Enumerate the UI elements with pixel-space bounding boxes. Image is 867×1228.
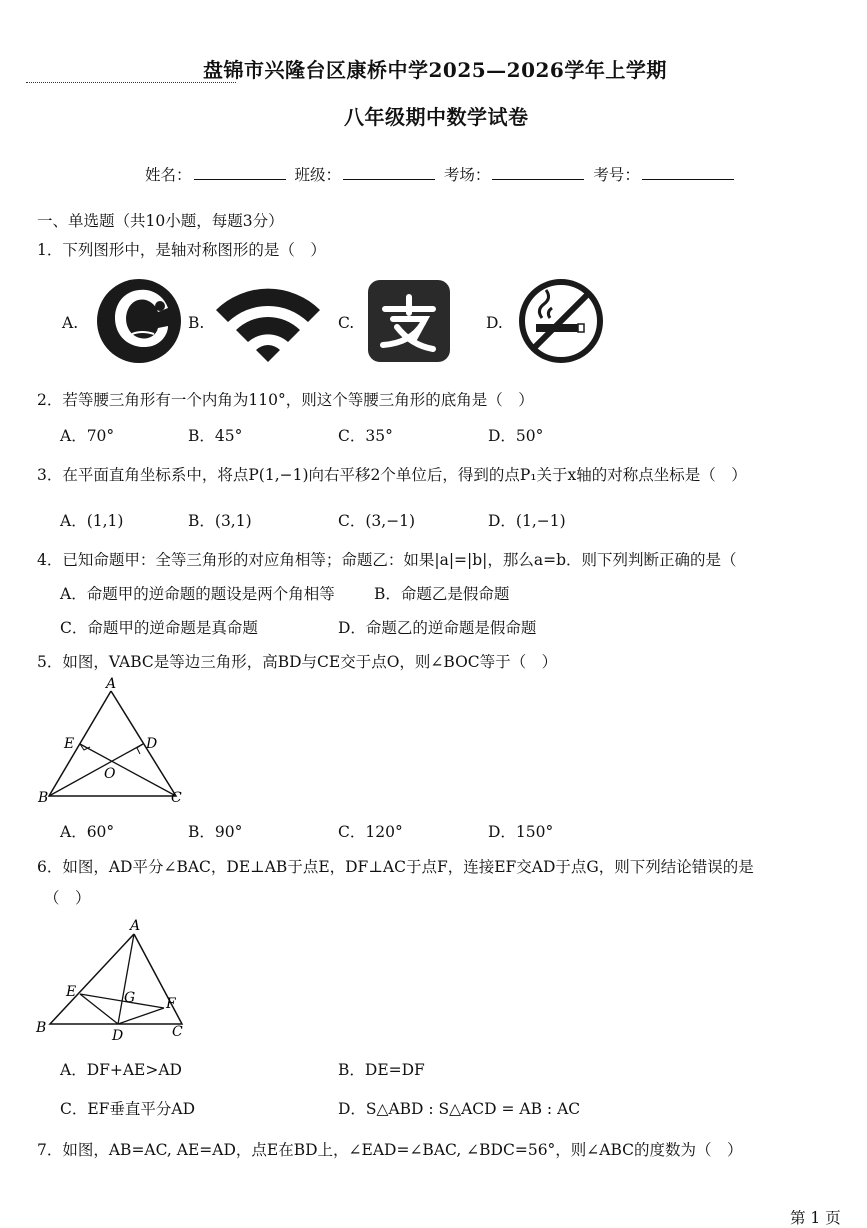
q6-option-c: C．EF垂直平分AD	[60, 1100, 196, 1118]
q2-stem: 2．若等腰三角形有一个内角为110°，则这个等腰三角形的底角是（ ）	[37, 391, 534, 409]
q5-label-d: D	[146, 736, 158, 752]
name-field[interactable]	[194, 165, 286, 180]
exam-subtitle: 八年级期中数学试卷	[344, 105, 529, 129]
q5-option-a: A．60°	[60, 823, 115, 841]
class-field[interactable]	[343, 165, 435, 180]
q5-stem: 5．如图，VABC是等边三角形，高BD与CE交于点O，则∠BOC等于（ ）	[37, 653, 558, 671]
q4-option-b: B．命题乙是假命题	[374, 585, 510, 603]
q1-label-a: A.	[62, 314, 79, 332]
q5-option-c: C．120°	[338, 823, 403, 841]
q6-label-g: G	[124, 990, 136, 1006]
q5-label-a: A	[106, 676, 117, 692]
q5-triangle-figure	[36, 676, 196, 810]
q6-option-b: B．DE=DF	[338, 1061, 425, 1079]
q3-option-d: D．(1,−1)	[488, 512, 566, 530]
q5-label-e: E	[64, 736, 75, 752]
q1-label-c: C.	[338, 314, 355, 332]
q5-label-b: B	[38, 790, 49, 806]
q4-option-a: A．命题甲的逆命题的题设是两个角相等	[60, 585, 335, 603]
q4-stem: 4．已知命题甲：全等三角形的对应角相等；命题乙：如果|a|=|b|，那么a=b．则下列判断正确的是（	[37, 551, 737, 569]
q5-label-c: C	[171, 790, 182, 806]
q3-stem: 3．在平面直角坐标系中，将点P(1,−1)向右平移2个单位后，得到的点P₁关于x轴的对称点坐标是（ ）	[37, 466, 747, 484]
q4-option-c: C．命题甲的逆命题是真命题	[60, 619, 258, 637]
no-smoking-icon	[518, 278, 604, 364]
number-label: 考号：	[593, 166, 640, 184]
q6-option-d: D．S△ABD : S△ACD = AB : AC	[338, 1100, 581, 1118]
page-number: 第 1 页	[790, 1209, 841, 1227]
q3-option-b: B．(3,1)	[188, 512, 252, 530]
q6-label-d: D	[112, 1028, 124, 1044]
q7-stem: 7．如图，AB=AC, AE=AD，点E在BD上，∠EAD=∠BAC, ∠BDC=56°，则∠ABC的度数为（ ）	[37, 1141, 743, 1159]
q5-label-o: O	[104, 766, 116, 782]
class-label: 班级：	[294, 166, 341, 184]
q6-option-a: A．DF+AE>AD	[60, 1061, 182, 1079]
swan-logo-icon	[94, 276, 184, 366]
q1-label-d: D.	[486, 314, 503, 332]
wifi-icon	[214, 284, 322, 362]
alipay-logo-icon	[367, 279, 451, 363]
q2-option-d: D．50°	[488, 427, 544, 445]
q6-label-b: B	[36, 1020, 47, 1036]
q4-option-d: D．命题乙的逆命题是假命题	[338, 619, 537, 637]
student-info-row	[145, 163, 738, 185]
q6-triangle-figure	[34, 914, 194, 1044]
q6-label-c: C	[172, 1024, 183, 1040]
exam-title: 盘锦市兴隆台区康桥中学2025—2026学年上学期	[203, 58, 667, 82]
q2-option-a: A．70°	[60, 427, 115, 445]
q6-label-f: F	[166, 996, 176, 1012]
room-label: 考场：	[443, 166, 491, 184]
number-field[interactable]	[642, 165, 734, 180]
q6-label-e: E	[66, 984, 77, 1000]
q3-option-c: C．(3,−1)	[338, 512, 416, 530]
q3-option-a: A．(1,1)	[60, 512, 124, 530]
q6-stem-cont: （ ）	[44, 889, 91, 907]
q6-label-a: A	[130, 918, 141, 934]
q1-label-b: B.	[188, 314, 205, 332]
q1-stem: 1．下列图形中，是轴对称图形的是（ ）	[37, 241, 326, 259]
q2-option-b: B．45°	[188, 427, 243, 445]
q5-option-d: D．150°	[488, 823, 554, 841]
q5-option-b: B．90°	[188, 823, 243, 841]
section-heading: 一、单选题（共10小题，每题3分）	[37, 212, 284, 230]
q2-option-c: C．35°	[338, 427, 393, 445]
room-field[interactable]	[492, 165, 584, 180]
q6-stem: 6．如图，AD平分∠BAC，DE⊥AB于点E，DF⊥AC于点F，连接EF交AD于点G，则下列结论错误的是	[37, 858, 754, 876]
name-label: 姓名：	[145, 166, 192, 184]
